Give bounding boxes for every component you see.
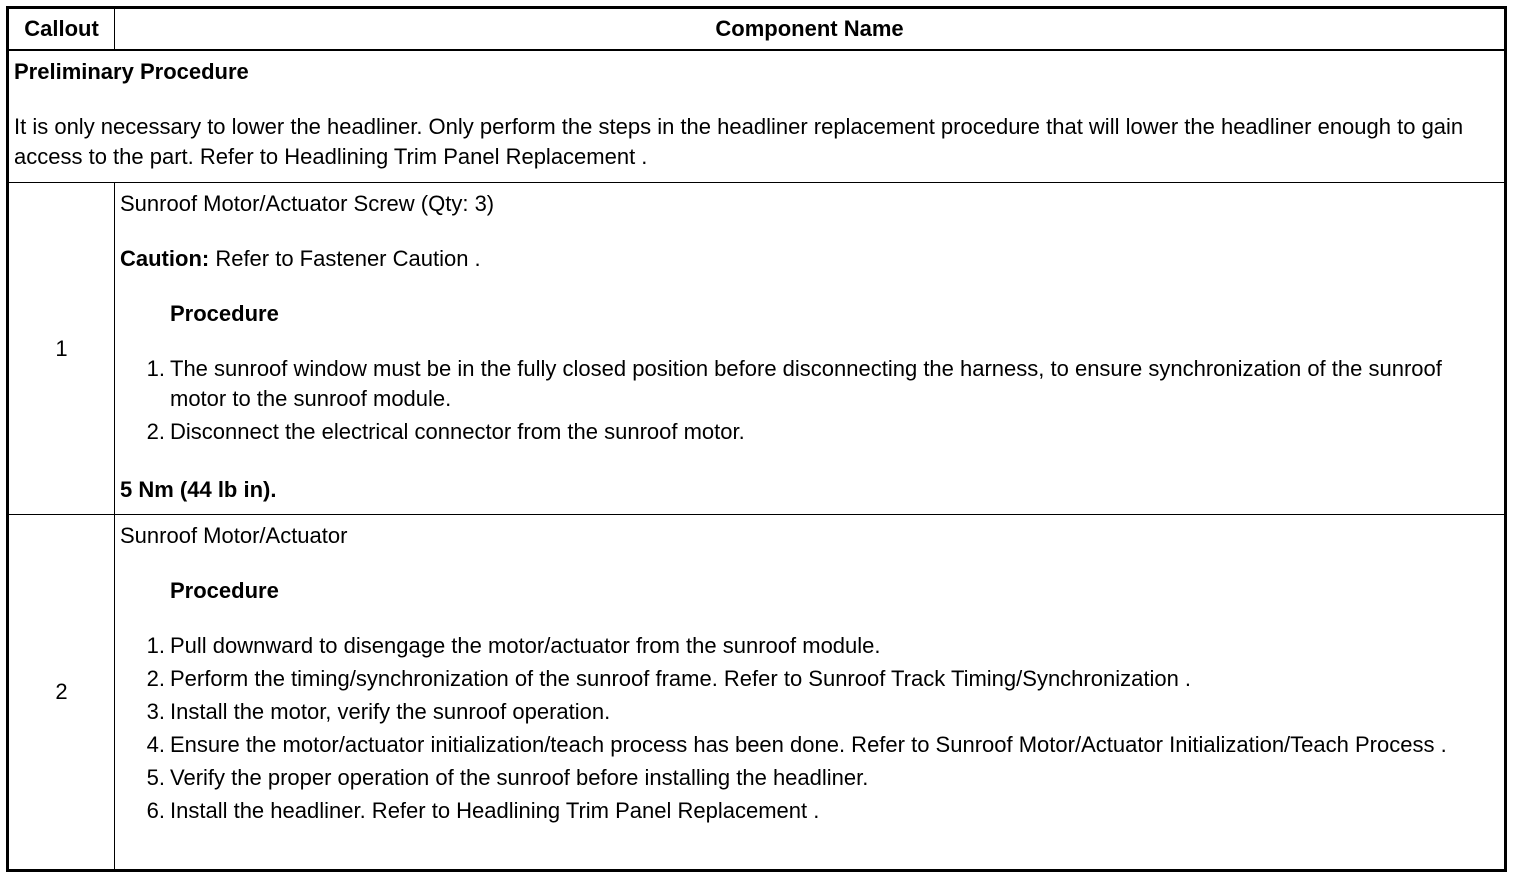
step-text: Install the motor, verify the sunroof operation. bbox=[170, 699, 611, 724]
preliminary-procedure-text: It is only necessary to lower the headliner. Only perform the steps in the headliner replacement procedure that will lower the headliner enough to gain access to the part. Refer to Headlining Trim Panel Replacement . bbox=[14, 114, 1464, 169]
step-number: 6. bbox=[146, 798, 165, 823]
step-text: Ensure the motor/actuator initialization/teach process has been done. Refer to Sunroof Motor/Actuator Initialization/Teach Process . bbox=[170, 732, 1447, 757]
component-name: Sunroof Motor/Actuator Screw (Qty: 3) bbox=[120, 191, 495, 216]
component-name: Sunroof Motor/Actuator bbox=[120, 523, 348, 548]
step-text: The sunroof window must be in the fully closed position before disconnecting the harness, to ensure synchronization of the sunroof motor to the sunroof module. bbox=[170, 356, 1442, 411]
component-name-column-header: Component Name bbox=[115, 8, 1506, 51]
procedure-title: Procedure bbox=[170, 301, 279, 326]
procedure-steps bbox=[120, 354, 1492, 447]
procedure-step bbox=[146, 354, 1492, 414]
preliminary-procedure-title: Preliminary Procedure bbox=[14, 59, 249, 84]
step-number: 5. bbox=[146, 765, 165, 790]
caution-label: Caution: bbox=[120, 246, 210, 271]
step-text: Disconnect the electrical connector from the sunroof motor. bbox=[170, 419, 745, 444]
procedure-step bbox=[146, 730, 1492, 760]
table-header-row bbox=[8, 8, 1506, 51]
procedure-step bbox=[146, 664, 1492, 694]
callout-column-header: Callout bbox=[8, 8, 115, 51]
step-number: 2. bbox=[146, 419, 165, 444]
procedure-table bbox=[6, 6, 1507, 872]
component-cell bbox=[115, 515, 1506, 871]
procedure-step bbox=[146, 763, 1492, 793]
component-cell bbox=[115, 183, 1506, 515]
preliminary-procedure-row bbox=[8, 50, 1506, 183]
callout-number: 2 bbox=[8, 515, 115, 871]
procedure-steps bbox=[120, 631, 1492, 826]
step-text: Install the headliner. Refer to Headlining Trim Panel Replacement . bbox=[170, 798, 820, 823]
step-number: 1. bbox=[146, 356, 165, 381]
caution-text: Refer to Fastener Caution . bbox=[209, 246, 481, 271]
procedure-step bbox=[146, 631, 1492, 661]
procedure-step bbox=[146, 796, 1492, 826]
step-text: Verify the proper operation of the sunroof before installing the headliner. bbox=[170, 765, 869, 790]
step-number: 3. bbox=[146, 699, 165, 724]
preliminary-procedure-cell bbox=[8, 50, 1506, 183]
step-number: 1. bbox=[146, 633, 165, 658]
procedure-title: Procedure bbox=[170, 578, 279, 603]
torque-spec: 5 Nm (44 lb in). bbox=[120, 477, 277, 502]
procedure-step bbox=[146, 417, 1492, 447]
procedure-step bbox=[146, 697, 1492, 727]
table-row bbox=[8, 515, 1506, 871]
table-row bbox=[8, 183, 1506, 515]
step-text: Pull downward to disengage the motor/actuator from the sunroof module. bbox=[170, 633, 881, 658]
step-number: 2. bbox=[146, 666, 165, 691]
callout-number: 1 bbox=[8, 183, 115, 515]
caution-note bbox=[120, 244, 1492, 274]
step-number: 4. bbox=[146, 732, 165, 757]
step-text: Perform the timing/synchronization of the sunroof frame. Refer to Sunroof Track Timing/Synchronization . bbox=[170, 666, 1192, 691]
